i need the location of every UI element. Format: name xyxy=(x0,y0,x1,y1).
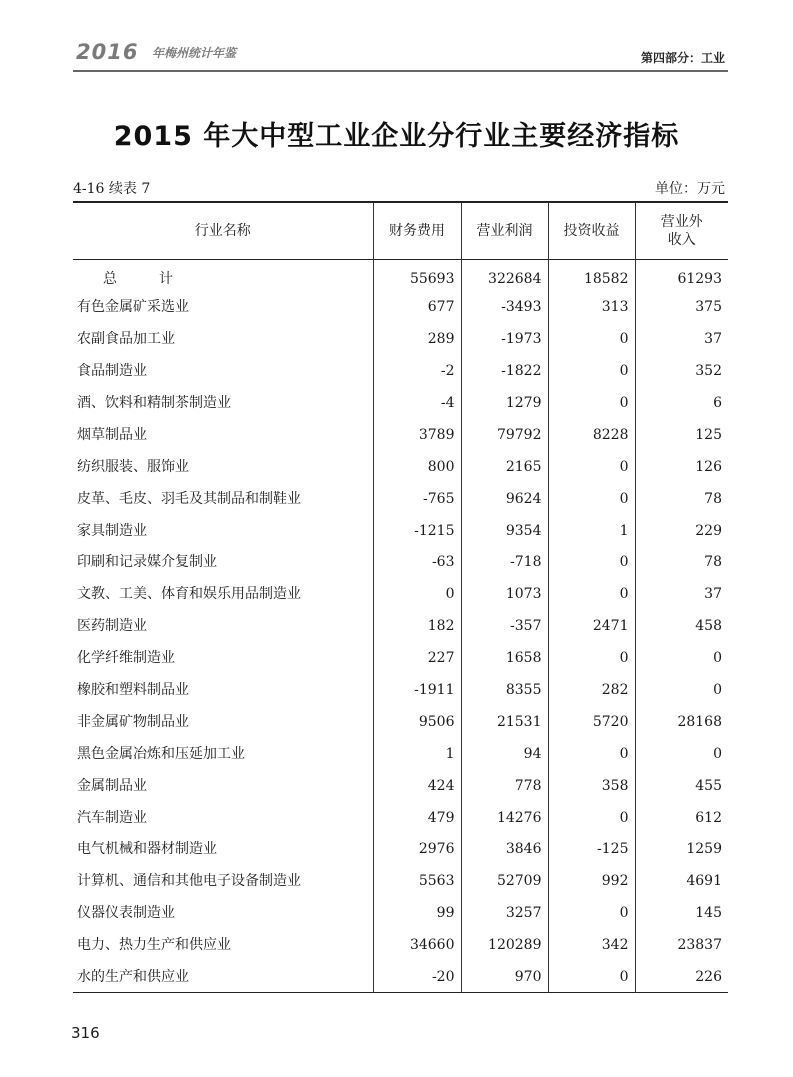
header-divider xyxy=(73,70,728,72)
table-row xyxy=(73,802,728,834)
cell-financial-expenses: 289 xyxy=(373,323,461,355)
cell-non-operating-income: 125 xyxy=(635,419,728,451)
cell-non-operating-income: 455 xyxy=(635,770,728,802)
table-row xyxy=(73,419,728,451)
cell-industry-name: 橡胶和塑料制品业 xyxy=(77,682,189,699)
cell-industry-name: 黑色金属冶炼和压延加工业 xyxy=(77,745,245,762)
cell-investment-income: 1 xyxy=(548,515,635,547)
cell-industry-name: 非金属矿物制品业 xyxy=(77,713,189,730)
cell-industry-name: 汽车制造业 xyxy=(77,809,147,826)
cell-operating-profit: 970 xyxy=(461,961,548,993)
table-row xyxy=(73,291,728,323)
cell-operating-profit: -718 xyxy=(461,547,548,579)
cell-investment-income: 18582 xyxy=(548,260,635,292)
cell-non-operating-income: 126 xyxy=(635,451,728,483)
cell-non-operating-income: 37 xyxy=(635,323,728,355)
cell-non-operating-income: 612 xyxy=(635,802,728,834)
cell-operating-profit: 1658 xyxy=(461,642,548,674)
cell-industry-name: 电力、热力生产和供应业 xyxy=(77,937,231,954)
table-row xyxy=(73,547,728,579)
table-row xyxy=(73,451,728,483)
table-row xyxy=(73,929,728,961)
cell-operating-profit: 79792 xyxy=(461,419,548,451)
cell-operating-profit: -1822 xyxy=(461,355,548,387)
cell-operating-profit: 3257 xyxy=(461,897,548,929)
table-row xyxy=(73,834,728,866)
cell-industry-name: 水的生产和供应业 xyxy=(77,968,189,985)
table-row xyxy=(73,323,728,355)
cell-financial-expenses: 227 xyxy=(373,642,461,674)
table-row xyxy=(73,515,728,547)
cell-non-operating-income: 37 xyxy=(635,578,728,610)
cell-industry-name: 电气机械和器材制造业 xyxy=(77,841,217,858)
cell-non-operating-income: 226 xyxy=(635,961,728,993)
cell-non-operating-income: 145 xyxy=(635,897,728,929)
indicator-table xyxy=(73,201,728,993)
cell-non-operating-income: 6 xyxy=(635,387,728,419)
cell-industry-name: 化学纤维制造业 xyxy=(77,650,175,667)
cell-financial-expenses: -20 xyxy=(373,961,461,993)
cell-investment-income: 2471 xyxy=(548,610,635,642)
cell-operating-profit: 94 xyxy=(461,738,548,770)
cell-investment-income: 0 xyxy=(548,642,635,674)
cell-industry-name: 医药制造业 xyxy=(77,618,147,635)
cell-industry-name: 烟草制品业 xyxy=(77,426,147,443)
cell-financial-expenses: 99 xyxy=(373,897,461,929)
cell-investment-income: 358 xyxy=(548,770,635,802)
cell-operating-profit: 9354 xyxy=(461,515,548,547)
column-header-investment-income: 投资收益 xyxy=(548,202,635,260)
cell-investment-income: 0 xyxy=(548,578,635,610)
cell-non-operating-income: 0 xyxy=(635,642,728,674)
column-header-non-operating-income: 营业外 收入 xyxy=(635,202,728,260)
cell-financial-expenses: 1 xyxy=(373,738,461,770)
cell-industry-name: 文教、工美、体育和娱乐用品制造业 xyxy=(77,586,301,603)
yearbook-title: 年梅州统计年鉴 xyxy=(152,46,237,60)
cell-non-operating-income: 1259 xyxy=(635,834,728,866)
cell-industry-name: 食品制造业 xyxy=(77,363,147,380)
cell-financial-expenses: 182 xyxy=(373,610,461,642)
cell-investment-income: 0 xyxy=(548,897,635,929)
cell-financial-expenses: 9506 xyxy=(373,706,461,738)
cell-financial-expenses: 479 xyxy=(373,802,461,834)
cell-industry-name: 皮革、毛皮、羽毛及其制品和制鞋业 xyxy=(77,490,301,507)
cell-financial-expenses: 800 xyxy=(373,451,461,483)
cell-investment-income: 0 xyxy=(548,483,635,515)
cell-non-operating-income: 458 xyxy=(635,610,728,642)
table-row xyxy=(73,483,728,515)
cell-operating-profit: 322684 xyxy=(461,260,548,292)
cell-industry-name: 纺织服装、服饰业 xyxy=(77,458,189,475)
unit-label: 单位：万元 xyxy=(655,181,725,197)
cell-operating-profit: 8355 xyxy=(461,674,548,706)
table-body xyxy=(73,260,728,993)
table-row xyxy=(73,961,728,993)
running-header xyxy=(0,0,793,72)
cell-investment-income: 0 xyxy=(548,961,635,993)
cell-operating-profit: 21531 xyxy=(461,706,548,738)
cell-financial-expenses: -63 xyxy=(373,547,461,579)
cell-non-operating-income: 229 xyxy=(635,515,728,547)
page-title: 2015 年大中型工业企业分行业主要经济指标 xyxy=(113,121,680,152)
cell-industry-name: 酒、饮料和精制茶制造业 xyxy=(77,395,231,411)
cell-investment-income: 0 xyxy=(548,355,635,387)
table-row xyxy=(73,642,728,674)
cell-non-operating-income: 375 xyxy=(635,291,728,323)
cell-non-operating-income: 78 xyxy=(635,483,728,515)
cell-investment-income: 0 xyxy=(548,802,635,834)
cell-non-operating-income: 28168 xyxy=(635,706,728,738)
cell-financial-expenses: 3789 xyxy=(373,419,461,451)
table-row xyxy=(73,610,728,642)
cell-investment-income: 992 xyxy=(548,865,635,897)
cell-operating-profit: 14276 xyxy=(461,802,548,834)
table-header-row xyxy=(73,202,728,260)
yearbook-year-logo: 2016 xyxy=(76,40,139,64)
cell-industry-name: 金属制品业 xyxy=(77,777,147,794)
cell-investment-income: 342 xyxy=(548,929,635,961)
cell-investment-income: 0 xyxy=(548,387,635,419)
cell-investment-income: 5720 xyxy=(548,706,635,738)
cell-investment-income: 0 xyxy=(548,323,635,355)
cell-operating-profit: -1973 xyxy=(461,323,548,355)
column-header-financial-expenses: 财务费用 xyxy=(373,202,461,260)
cell-investment-income: 0 xyxy=(548,547,635,579)
cell-investment-income: 282 xyxy=(548,674,635,706)
cell-non-operating-income: 61293 xyxy=(635,260,728,292)
table-row xyxy=(73,387,728,419)
cell-industry-name: 农副食品加工业 xyxy=(77,331,175,348)
cell-non-operating-income: 0 xyxy=(635,738,728,770)
cell-operating-profit: -357 xyxy=(461,610,548,642)
cell-financial-expenses: 5563 xyxy=(373,865,461,897)
page-number: 316 xyxy=(71,1024,100,1042)
cell-financial-expenses: -1215 xyxy=(373,515,461,547)
cell-non-operating-income: 78 xyxy=(635,547,728,579)
cell-financial-expenses: 2976 xyxy=(373,834,461,866)
section-label: 第四部分：工业 xyxy=(640,51,725,65)
column-header-operating-profit: 营业利润 xyxy=(461,202,548,260)
cell-financial-expenses: 677 xyxy=(373,291,461,323)
table-row xyxy=(73,897,728,929)
cell-financial-expenses: 0 xyxy=(373,578,461,610)
cell-operating-profit: 52709 xyxy=(461,865,548,897)
cell-operating-profit: 1279 xyxy=(461,387,548,419)
cell-financial-expenses: -2 xyxy=(373,355,461,387)
cell-non-operating-income: 4691 xyxy=(635,865,728,897)
table-code: 4-16 续表 7 xyxy=(73,181,151,197)
cell-operating-profit: 1073 xyxy=(461,578,548,610)
cell-financial-expenses: -1911 xyxy=(373,674,461,706)
cell-industry-name: 仪器仪表制造业 xyxy=(77,905,175,922)
table-row xyxy=(73,578,728,610)
table-row xyxy=(73,738,728,770)
table-row xyxy=(73,355,728,387)
cell-non-operating-income: 23837 xyxy=(635,929,728,961)
cell-non-operating-income: 352 xyxy=(635,355,728,387)
table-row xyxy=(73,865,728,897)
cell-industry-name: 家具制造业 xyxy=(77,522,147,539)
cell-investment-income: -125 xyxy=(548,834,635,866)
cell-investment-income: 0 xyxy=(548,738,635,770)
table-row xyxy=(73,706,728,738)
cell-financial-expenses: 424 xyxy=(373,770,461,802)
cell-operating-profit: 778 xyxy=(461,770,548,802)
cell-financial-expenses: -4 xyxy=(373,387,461,419)
cell-industry-name: 计算机、通信和其他电子设备制造业 xyxy=(77,873,301,890)
column-header-industry: 行业名称 xyxy=(194,223,251,239)
cell-industry-name: 有色金属矿采选业 xyxy=(77,299,189,316)
cell-investment-income: 8228 xyxy=(548,419,635,451)
cell-investment-income: 0 xyxy=(548,451,635,483)
cell-operating-profit: 2165 xyxy=(461,451,548,483)
total-row xyxy=(73,260,728,292)
cell-industry-name: 印刷和记录媒介复制业 xyxy=(77,554,217,571)
cell-financial-expenses: 34660 xyxy=(373,929,461,961)
table-row xyxy=(73,770,728,802)
cell-operating-profit: -3493 xyxy=(461,291,548,323)
cell-operating-profit: 9624 xyxy=(461,483,548,515)
cell-investment-income: 313 xyxy=(548,291,635,323)
cell-financial-expenses: -765 xyxy=(373,483,461,515)
table-row xyxy=(73,674,728,706)
cell-financial-expenses: 55693 xyxy=(373,260,461,292)
cell-operating-profit: 120289 xyxy=(461,929,548,961)
cell-industry-name: 总 计 xyxy=(103,270,187,287)
cell-non-operating-income: 0 xyxy=(635,674,728,706)
cell-operating-profit: 3846 xyxy=(461,834,548,866)
